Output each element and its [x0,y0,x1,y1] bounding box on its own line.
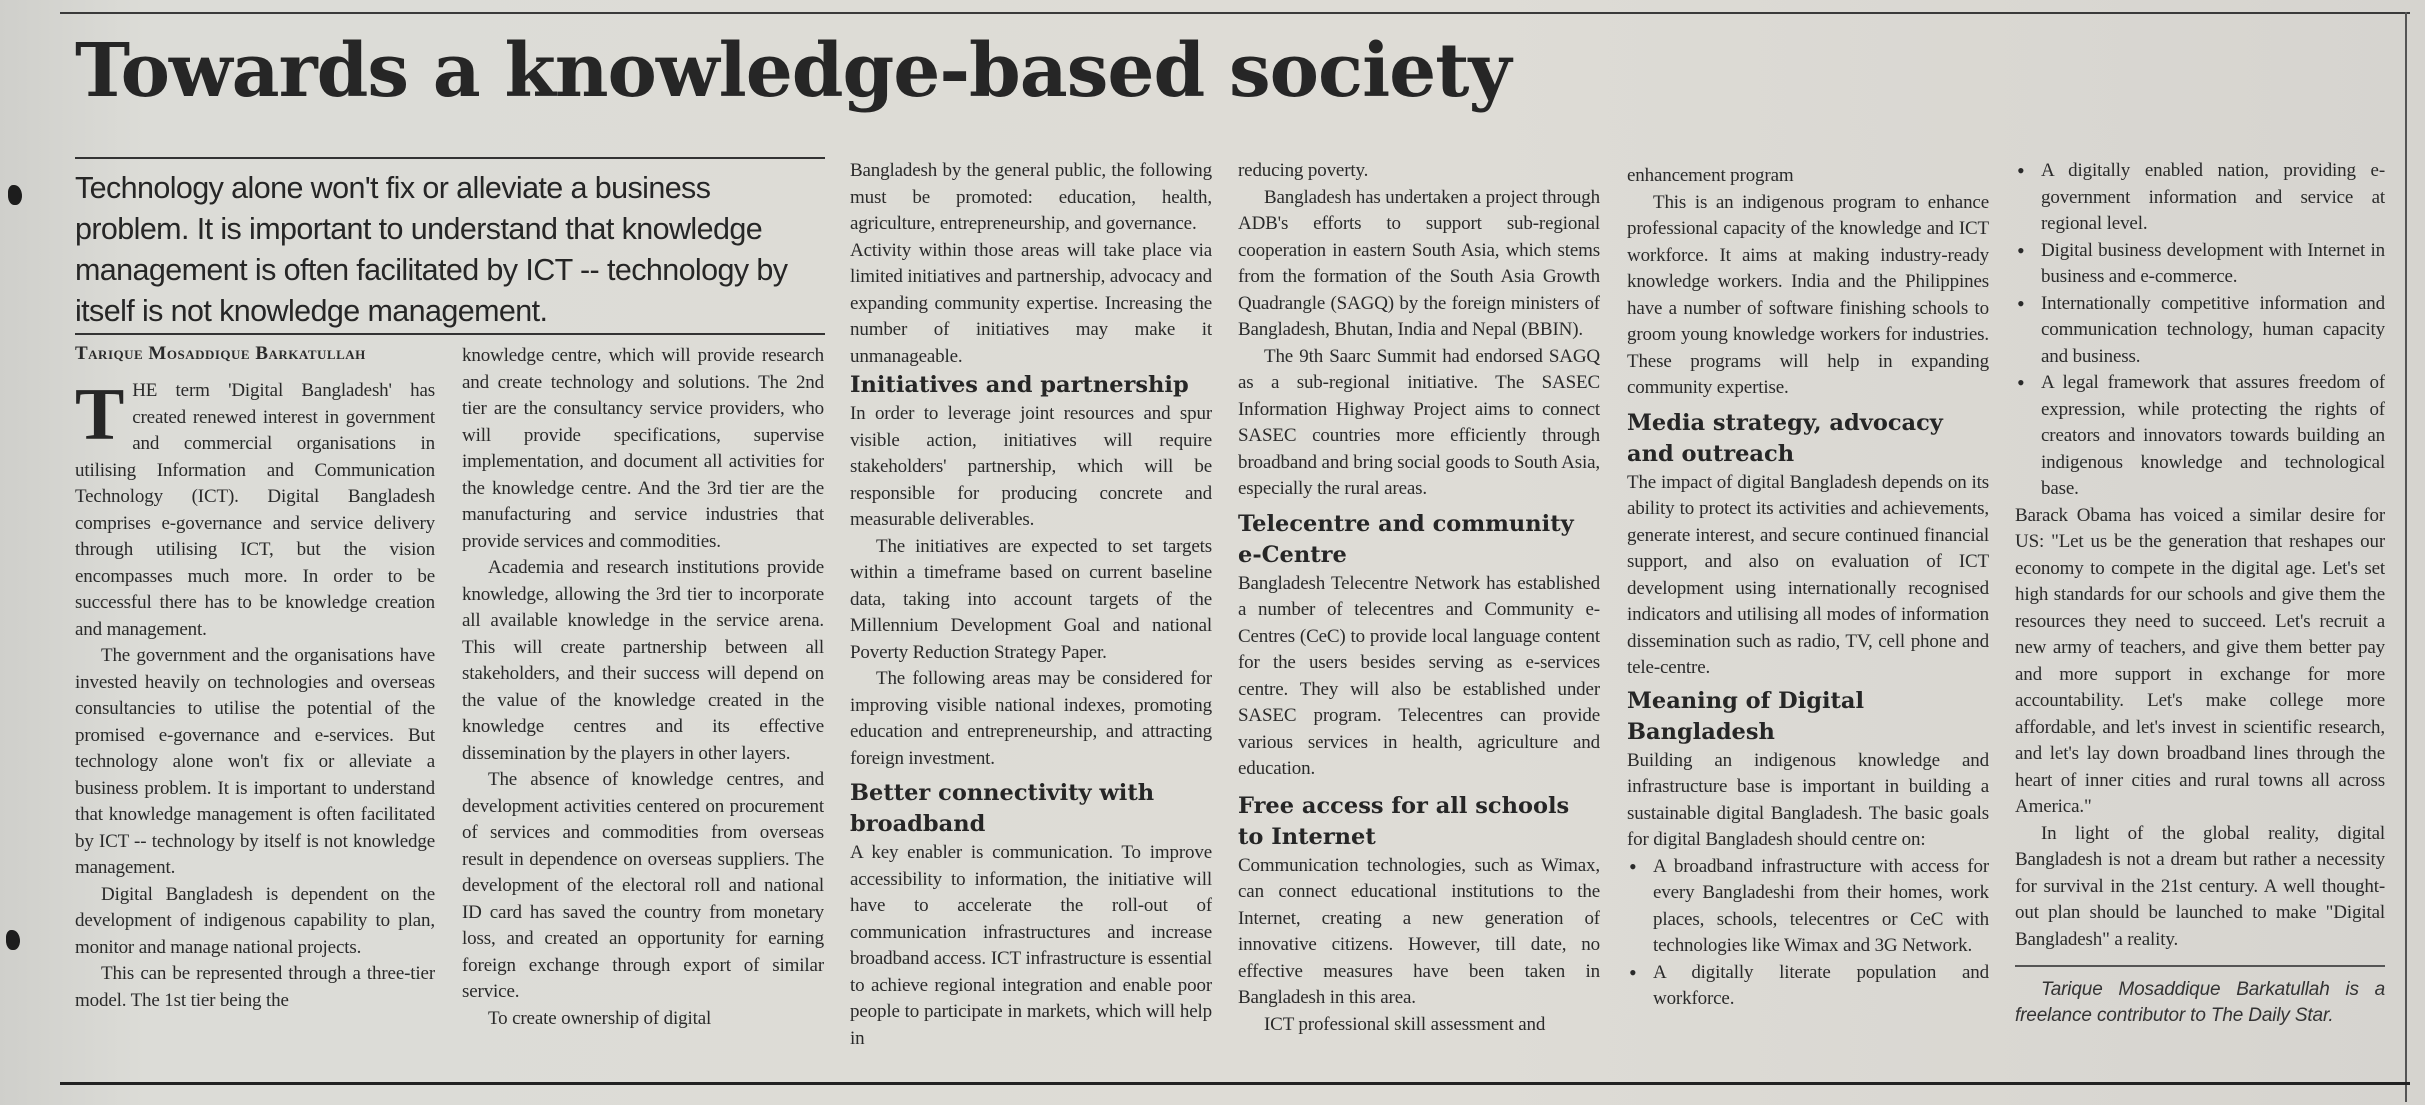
paragraph: The absence of knowledge centres, and development activities centered on procurement of services and commodities from overseas result in dependence on overseas suppliers. The development of the electoral roll and national ID card has saved the country from monetary loss, and created an opportunity for earning foreign exchange through export of similar service. [462,769,824,1002]
end-rule [2015,965,2385,967]
drop-cap: T [75,378,125,456]
paragraph: enhancement program [1627,165,1794,186]
byline-rule [75,333,825,335]
punch-hole-mark [6,930,20,950]
paragraph: Barack Obama has voiced a similar desire for US: "Let us be the generation that reshapes our economy to compete in the digital age. Let's set high standards for our schools and give them the resources they need to succeed. Let's recruit a new army of teachers, and give them better pay and more support in exchange for more accountability. Let's make college more affordable, and let's invest in scientific research, and let's lay down broadband lines through the heart of inner cities and rural towns all across America." [2015,504,2385,817]
deck-rule [75,157,825,159]
paragraph: Bangladesh by the general public, the following must be promoted: education, health, agriculture, entrepreneurship, and governance. [850,160,1212,234]
list-item: • Digital business development with Internet in business and e-commerce. [2015,238,2385,291]
article-deck: Technology alone won't fix or alleviate a business problem. It is important to understand that knowledge management is often facilitated by ICT -- technology by itself is not knowledge management. [75,171,788,328]
paragraph: reducing poverty. [1238,160,1369,181]
paragraph: ICT professional skill assessment and [1264,1013,1546,1035]
goals-list [2015,158,2385,503]
list-item: • A broadband infrastructure with access for every Bangladeshi from their homes, work places, schools, telecentres or CeC with technologies like Wimax and 3G Network. [1627,854,1989,960]
paragraph: Activity within those areas will take place via limited initiatives and partnership, advocacy and expanding community expertise. Increasing the number of initiatives may make it unmanageable. [850,239,1212,367]
paragraph: knowledge centre, which will provide research and create technology and solutions. The 2nd tier are the consultancy service providers, who will provide specifications, supervise implementation, and document all activities for the knowledge centre. And the 3rd tier are the manufacturing and service industries that provide services and commodities. [462,345,824,552]
column-6 [2015,158,2385,1073]
bottom-rule [60,1082,2410,1085]
column-4 [1238,158,1600,1068]
paragraph: To create ownership of digital [488,1007,712,1029]
column-5 [1627,163,1989,1078]
section-heading: Initiatives and partnership [850,372,1189,398]
section-heading: Meaning of Digital Bangladesh [1627,687,1865,745]
section-heading: Better connectivity with broadband [850,780,1155,837]
paragraph: This is an indigenous program to enhance professional capacity of the knowledge and ICT workforce. It aims at making industry-ready knowledge workers. India and the Philippines have a number of software finishing schools to groom young knowledge workers for industries. These programs will help in expanding community expertise. [1627,191,1989,398]
paragraph: This can be represented through a three-tier model. The 1st tier being the [75,963,435,1011]
list-item: • A digitally literate population and workforce. [1627,960,1989,1013]
paragraph: Communication technologies, such as Wimax, can connect educational institutions to the Internet, creating a new generation of innovative citizens. However, till date, no effective measures have been taken in Bangladesh in this area. [1238,854,1600,1008]
author-bio: Tarique Mosaddique Barkatullah is a freelance contributor to The Daily Star. [2015,978,2385,1026]
goals-list [1627,854,1989,1013]
paragraph: The impact of digital Bangladesh depends on its ability to protect its activities and achievements, generate interest, and secure continued financial support, and also on evaluation of ICT development using internationally recognised indicators and utilising all modes of information dissemination such as radio, TV, cell phone and tele-centre. [1627,471,1989,678]
paragraph: THE term 'Digital Bangladesh' has created renewed interest in government and commercial organisations in utilising Information and Communication Technology (ICT). Digital Bangladesh comprises e-governance and service delivery through utilising ICT, but the vision encompasses much more. In order to be successful there has to be knowledge creation and management. [75,378,435,640]
list-item: • A legal framework that assures freedom of expression, while protecting the rights of creators and innovators towards building an indigenous knowledge and technological base. [2015,370,2385,503]
punch-hole-mark [8,185,22,205]
section-heading: Free access for all schools to Internet [1238,792,1570,850]
paragraph: The initiatives are expected to set targets within a timeframe based on current baseline data, taking into account targets of the Millennium Development Goal and national Poverty Reduction Strategy Paper. [850,535,1212,663]
paragraph: The 9th Saarc Summit had endorsed SAGQ as a sub-regional initiative. The SASEC Information Highway Project aims to connect SASEC countries more efficiently through broadband and bring social goods to South Asia, especially the rural areas. [1238,345,1600,499]
paragraph: Building an indigenous knowledge and infrastructure base is important in building a sustainable digital Bangladesh. The basic goals for digital Bangladesh should centre on: [1627,749,1989,850]
section-heading: Media strategy, advocacy and outreach [1627,409,1943,467]
paragraph: In light of the global reality, digital Bangladesh is not a dream but rather a necessity for survival in the 21st century. A well thought-out plan should be launched to make "Digital Bangladesh" a reality. [2015,822,2385,950]
list-item: • A digitally enabled nation, providing e-government information and service at regional level. [2015,158,2385,238]
paragraph: Digital Bangladesh is dependent on the development of indigenous capability to plan, monitor and manage national projects. [75,883,435,958]
paragraph: The following areas may be considered for improving visible national indexes, promoting education and entrepreneurship, and attracting foreign investment. [850,668,1212,769]
list-item: • Internationally competitive information and communication technology, human capacity and business. [2015,291,2385,371]
column-1 [75,378,435,1053]
section-heading: Telecentre and community e-Centre [1238,510,1574,568]
paragraph: The government and the organisations have invested heavily on technologies and overseas consultancies to utilise the potential of the promised e-governance and e-services. But technology alone won't fix or alleviate a business problem. It is important to understand that knowledge management is often facilitated by ICT -- technology by itself is not knowledge management. [75,645,435,878]
right-rule [2405,12,2407,1102]
top-rule [60,12,2410,14]
column-2 [462,343,824,1053]
paragraph: Academia and research institutions provide knowledge, allowing the 3rd tier to incorporate all available knowledge in the service arena. This will create partnership between all stakeholders, and their success will depend on the value of the knowledge created in the knowledge centres and its effective dissemination by the players in other layers. [462,557,824,764]
paragraph: In order to leverage joint resources and spur visible action, initiatives will require stakeholders' partnership, which will be responsible for producing concrete and measurable deliverables. [850,403,1212,530]
paragraph: A key enabler is communication. To improve accessibility to information, the initiative will have to accelerate the roll-out of communication infrastructures and increase broadband access. ICT infrastructure is essential to achieve regional integration and enable poor people to participate in markets, which will help in [850,842,1212,1049]
article-headline: Towards a knowledge-based society [75,28,1511,114]
paragraph: Bangladesh has undertaken a project through ADB's efforts to support sub-regional cooperation in eastern South Asia, which stems from the formation of the South Asia Growth Quadrangle (SAGQ) by the foreign ministers of Bangladesh, Bhutan, India and Nepal (BBIN). [1238,186,1600,340]
paragraph: Bangladesh Telecentre Network has established a number of telecentres and Community e-Centres (CeC) to provide local language content for the users besides serving as e-services centre. They will also be established under SASEC program. Telecentres can provide various services in health, agriculture and education. [1238,572,1600,779]
author-byline: Tarique Mosaddique Barkatullah [75,343,366,364]
column-3 [850,158,1212,1053]
